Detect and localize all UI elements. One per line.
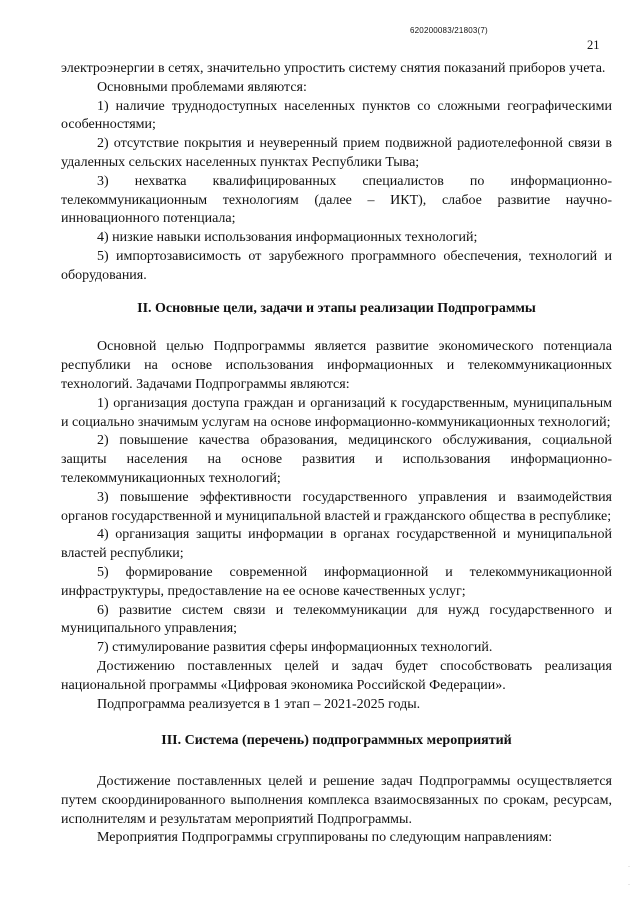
list-item: 2) повышение качества образования, медицинского обслуживания, социальной защиты населения на основе развития и использования информационно-телекоммуникационных технологий; [61,433,612,486]
paragraph: электроэнергии в сетях, значительно упростить систему снятия показаний приборов учета. [61,61,606,76]
list-item: 3) повышение эффективности государственного управления и взаимодействия органов государственной и муниципальной властей и гражданского общества в республике; [61,489,612,524]
list-item: 1) организация доступа граждан и организаций к государственным, муниципальным и социально значимым услугам на основе информационно-коммуникационных технологий; [61,395,612,430]
list-item: 3) нехватка квалифицированных специалистов по информационно-телекоммуникационным технологиям (далее – ИКТ), слабое развитие научно-инновационного потенциала; [61,173,612,227]
list-item: 2) отсутствие покрытия и неуверенный прием подвижной радиотелефонной связи в удаленных сельских населенных пунктах Республики Тыва; [61,136,612,170]
list-item: 4) низкие навыки использования информационных технологий; [97,230,478,246]
section-heading: II. Основные цели, задачи и этапы реализации Подпрограммы [137,300,536,316]
document-body [61,60,612,848]
list-item: 6) развитие систем связи и телекоммуникации для нужд государственного и муниципального управления; [61,602,612,637]
list-item: 1) наличие труднодоступных населенных пунктов со сложными географическими особенностями; [61,98,612,133]
scan-artifact: ˙ [628,866,630,872]
paragraph: Основной целью Подпрограммы является развитие экономического потенциала республики на основе использования информационных и телекоммуникационных технологий. Задачами Подпрограммы являются: [61,339,612,392]
section-heading: III. Система (перечень) подпрограммных мероприятий [161,733,512,749]
paragraph: Мероприятия Подпрограммы сгруппированы по следующим направлениям: [97,830,553,846]
paragraph: Достижение поставленных целей и решение задач Подпрограммы осуществляется путем скоординированного выполнения комплекса взаимосвязанных по срокам, ресурсам, исполнителям и результатам мероприятий Подпрограммы. [61,774,612,827]
list-item: 4) организация защиты информации в органах государственной и муниципальной властей республики; [61,527,612,562]
list-item: 5) импортозависимость от зарубежного программного обеспечения, технологий и оборудования. [61,248,612,283]
page-number: 21 [587,38,600,52]
paragraph: Подпрограмма реализуется в 1 этап – 2021-2025 годы. [97,696,421,712]
paragraph: Достижению поставленных целей и задач будет способствовать реализация национальной программы «Цифровая экономика Российской Федерации». [61,658,612,693]
paragraph: Основными проблемами являются: [97,79,307,95]
scan-artifact: ˙ [628,884,630,890]
list-item: 7) стимулирование развития сферы информационных технологий. [97,640,493,656]
list-item: 5) формирование современной информационной и телекоммуникационной инфраструктуры, предоставление на ее основе качественных услуг; [61,564,612,599]
document-id: 620200083/21803(7) [410,26,488,35]
